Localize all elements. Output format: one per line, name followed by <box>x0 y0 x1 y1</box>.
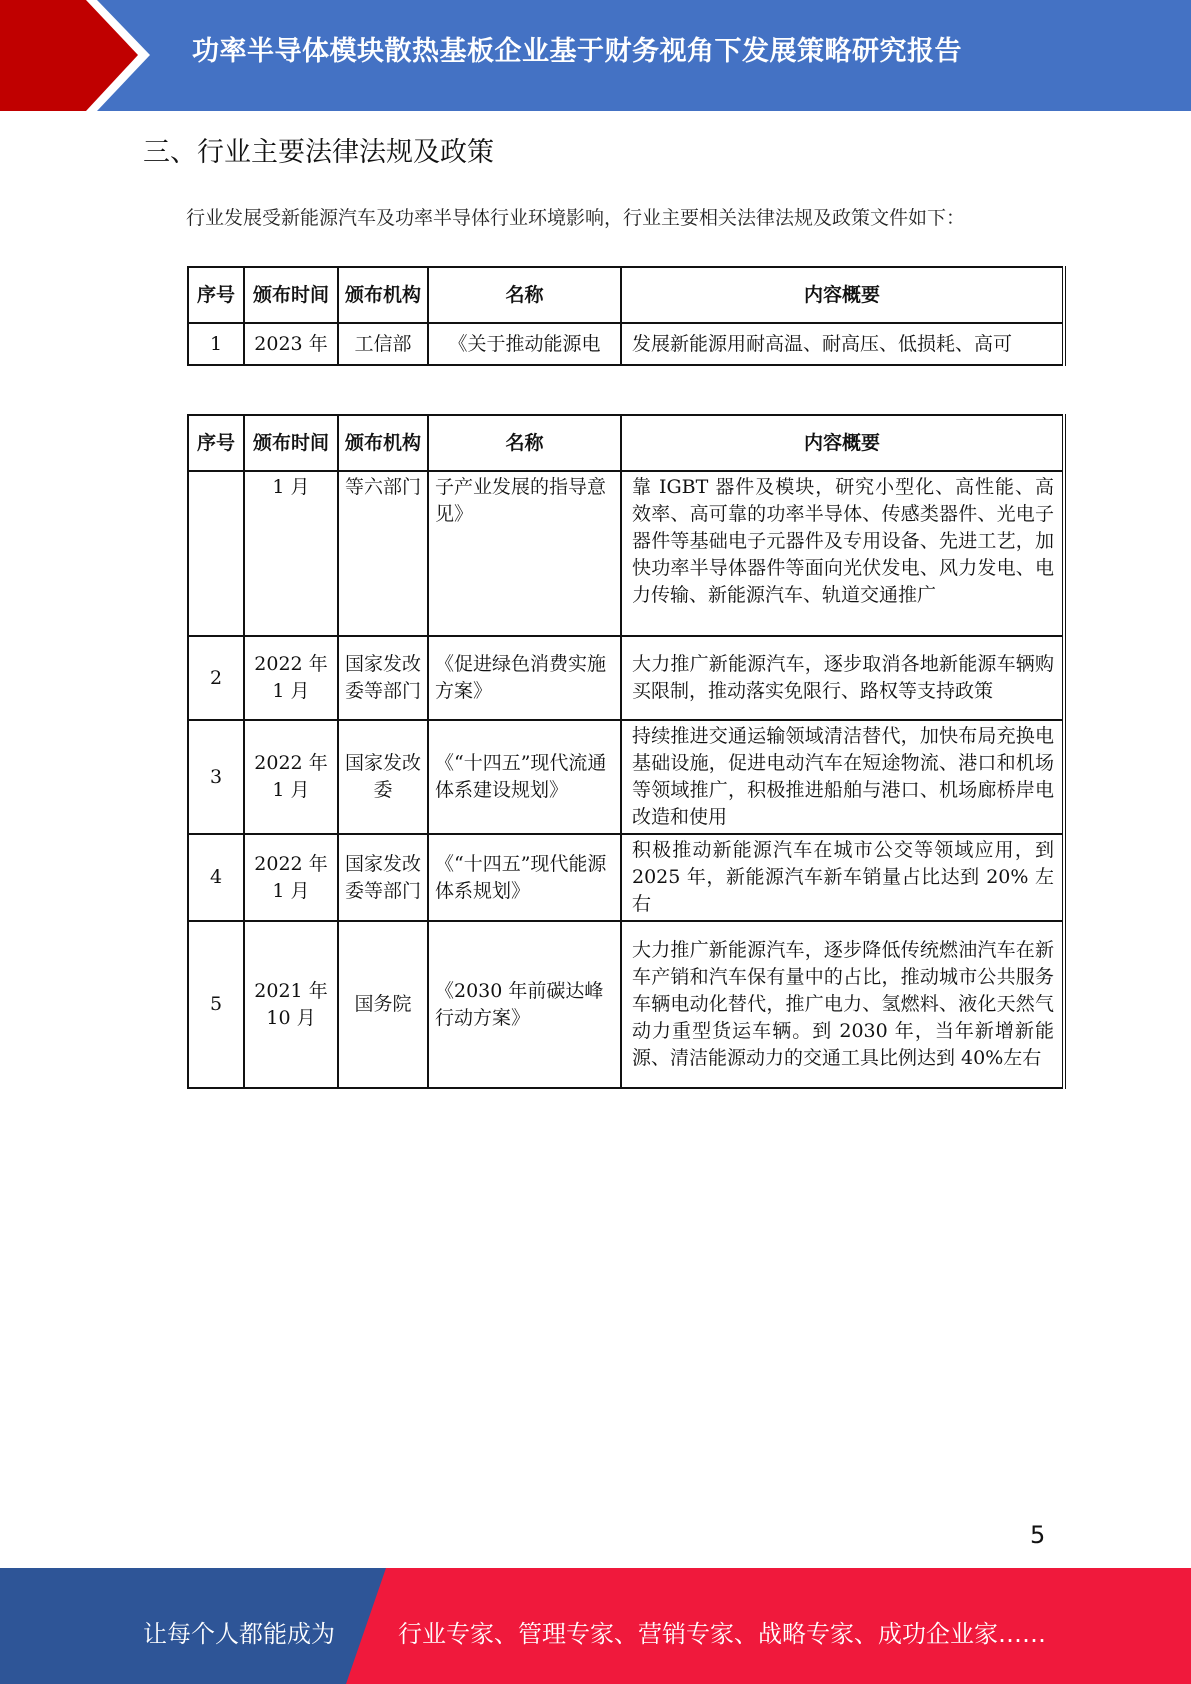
table-row <box>188 323 1064 365</box>
cell-no: 5 <box>188 921 244 1088</box>
header-name: 名称 <box>428 415 621 471</box>
table-row <box>188 834 1064 921</box>
cell-name: 《“十四五”现代能源体系规划》 <box>428 834 621 921</box>
cell-date: 2023 年 <box>244 323 338 365</box>
header-summary: 内容概要 <box>621 415 1064 471</box>
table-header-row <box>188 267 1064 323</box>
header-date: 颁布时间 <box>244 267 338 323</box>
cell-summary: 大力推广新能源汽车，逐步取消各地新能源车辆购买限制，推动落实免限行、路权等支持政策 <box>621 636 1064 720</box>
header-agency: 颁布机构 <box>338 267 428 323</box>
cell-agency: 国家发改委 <box>338 720 428 834</box>
report-title: 功率半导体模块散热基板企业基于财务视角下发展策略研究报告 <box>192 36 962 67</box>
cell-agency: 国家发改委等部门 <box>338 834 428 921</box>
header-no: 序号 <box>188 415 244 471</box>
table-row <box>188 636 1064 720</box>
footer-slogan-left: 让每个人都能成为 <box>143 1620 335 1648</box>
cell-name: 子产业发展的指导意见》 <box>428 471 621 636</box>
policy-table-part-2 <box>187 414 1066 1089</box>
table-header-row <box>188 415 1064 471</box>
cell-name: 《“十四五”现代流通体系建设规划》 <box>428 720 621 834</box>
table-row <box>188 921 1064 1088</box>
intro-paragraph: 行业发展受新能源汽车及功率半导体行业环境影响，行业主要相关法律法规及政策文件如下： <box>186 207 966 229</box>
cell-no <box>188 471 244 636</box>
cell-summary: 发展新能源用耐高温、耐高压、低损耗、高可 <box>621 323 1064 365</box>
header-no: 序号 <box>188 267 244 323</box>
cell-summary: 持续推进交通运输领域清洁替代，加快布局充换电基础设施，促进电动汽车在短途物流、港口和机场等领域推广，积极推进船舶与港口、机场廊桥岸电改造和使用 <box>621 720 1064 834</box>
header-chevron-graphic <box>0 0 160 111</box>
cell-name: 《关于推动能源电 <box>428 323 621 365</box>
cell-agency: 国务院 <box>338 921 428 1088</box>
header-agency: 颁布机构 <box>338 415 428 471</box>
cell-agency: 工信部 <box>338 323 428 365</box>
footer-slogan-right: 行业专家、管理专家、营销专家、战略专家、成功企业家…… <box>398 1620 1046 1648</box>
section-heading: 三、行业主要法律法规及政策 <box>143 137 494 168</box>
cell-agency: 国家发改委等部门 <box>338 636 428 720</box>
table-row <box>188 471 1064 636</box>
cell-summary: 积极推动新能源汽车在城市公交等领域应用，到 2025 年，新能源汽车新车销量占比达到 20% 左右 <box>621 834 1064 921</box>
page-header <box>0 0 1191 111</box>
cell-agency: 等六部门 <box>338 471 428 636</box>
cell-no: 3 <box>188 720 244 834</box>
cell-date: 2022 年 1 月 <box>244 834 338 921</box>
cell-date: 2021 年 10 月 <box>244 921 338 1088</box>
cell-summary: 大力推广新能源汽车，逐步降低传统燃油汽车在新车产销和汽车保有量中的占比，推动城市公共服务车辆电动化替代，推广电力、氢燃料、液化天然气动力重型货运车辆。到 2030 年，当年新增新能源、清洁能源动力的交通工具比例达到 40%左右 <box>621 921 1064 1088</box>
cell-date: 2022 年 1 月 <box>244 720 338 834</box>
header-summary: 内容概要 <box>621 267 1064 323</box>
cell-no: 2 <box>188 636 244 720</box>
cell-name: 《促进绿色消费实施方案》 <box>428 636 621 720</box>
cell-name: 《2030 年前碳达峰行动方案》 <box>428 921 621 1088</box>
cell-date: 1 月 <box>244 471 338 636</box>
table-row <box>188 720 1064 834</box>
policy-table-part-1 <box>187 266 1066 366</box>
cell-date: 2022 年 1 月 <box>244 636 338 720</box>
cell-no: 1 <box>188 323 244 365</box>
page-number: 5 <box>1030 1521 1046 1549</box>
header-date: 颁布时间 <box>244 415 338 471</box>
header-name: 名称 <box>428 267 621 323</box>
cell-no: 4 <box>188 834 244 921</box>
cell-summary: 靠 IGBT 器件及模块，研究小型化、高性能、高效率、高可靠的功率半导体、传感类器件、光电子器件等基础电子元器件及专用设备、先进工艺，加快功率半导体器件等面向光伏发电、风力发电、电力传输、新能源汽车、轨道交通推广 <box>621 471 1064 636</box>
